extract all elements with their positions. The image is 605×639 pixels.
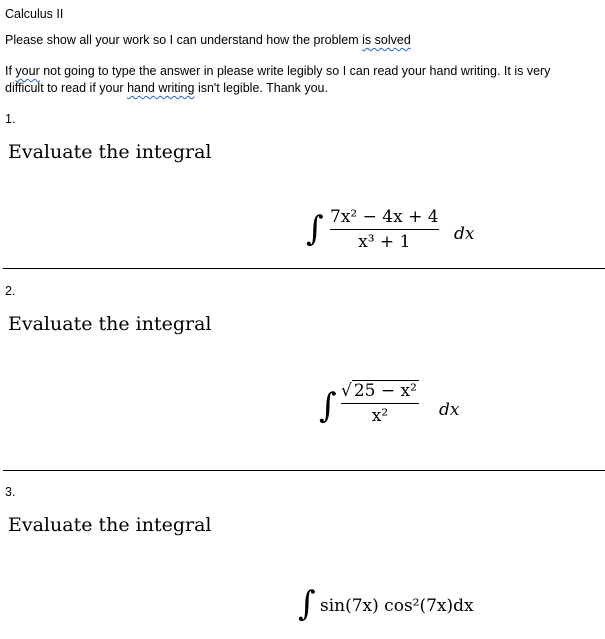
numerator: 7x² − 4x + 4 — [330, 207, 439, 227]
fraction-bar — [330, 229, 439, 230]
spelling-flag: is solved — [362, 33, 411, 47]
integral-sign: ∫ — [306, 209, 324, 249]
problem-number: 3. — [5, 485, 16, 499]
integral-expression — [315, 375, 515, 445]
numerator — [341, 381, 419, 401]
denominator: x² — [371, 406, 389, 426]
fraction-bar — [341, 403, 419, 404]
radicand: 25 − x² — [353, 381, 417, 401]
instruction-text: Please show all your work so I can understand how the problem — [5, 33, 363, 47]
integral-sign: ∫ — [298, 584, 316, 624]
instruction-text: difficult to read if your — [5, 81, 128, 95]
spelling-flag: hand writing — [127, 81, 195, 95]
denominator: x³ + 1 — [358, 232, 411, 252]
instruction-line-2 — [5, 63, 550, 79]
instruction-text: not going to type the answer in please write legibly so I can read your hand writing. It is very — [39, 64, 551, 78]
square-root — [341, 381, 419, 401]
integral-expression — [300, 200, 520, 270]
fraction — [330, 207, 439, 252]
integrand: sin(7x) cos²(7x)dx — [320, 596, 474, 616]
instruction-text: isn't legible. Thank you. — [194, 81, 328, 95]
integral-expression — [296, 585, 516, 635]
fraction — [341, 381, 419, 426]
differential: dx — [439, 400, 460, 420]
problem-number: 1. — [5, 112, 16, 126]
problem-heading: Evaluate the integral — [8, 514, 212, 536]
instruction-line-1 — [5, 32, 411, 48]
radical-sign: √ — [341, 381, 352, 401]
problem-heading: Evaluate the integral — [8, 141, 212, 163]
instruction-text: If — [5, 64, 16, 78]
spelling-flag: your — [15, 64, 40, 78]
section-divider — [3, 470, 605, 471]
integral-sign: ∫ — [319, 386, 337, 426]
course-title: Calculus II — [5, 7, 64, 21]
section-divider — [3, 268, 605, 269]
instruction-line-3 — [5, 80, 328, 96]
problem-heading: Evaluate the integral — [8, 313, 212, 335]
differential: dx — [454, 224, 475, 244]
problem-number: 2. — [5, 284, 16, 298]
